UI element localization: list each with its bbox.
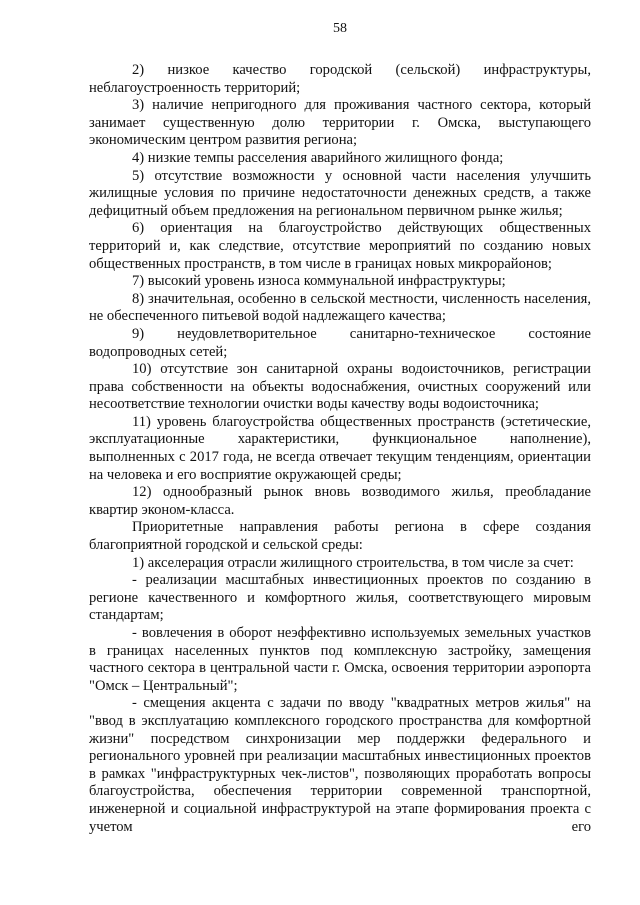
paragraph: 9) неудовлетворительное санитарно-техническое состояние водопроводных сетей; xyxy=(89,325,591,360)
paragraph: 1) акселерация отрасли жилищного строительства, в том числе за счет: xyxy=(132,554,574,571)
paragraph: 12) однообразный рынок вновь возводимого жилья, преобладание квартир эконом-класса. xyxy=(89,484,591,518)
document-page xyxy=(89,0,591,905)
paragraph: 11) уровень благоустройства общественных пространств (эстетические, эксплуатационные характеристики, функциональное наполнение), выполненных с 2017 года, не всегда отвечает текущим тенденциям, ориентации на человека и его восприятие окружающей среды; xyxy=(89,413,591,483)
paragraph: - реализации масштабных инвестиционных проектов по созданию в регионе качественного и комфортного жилья, соответствующего мировым стандартам; xyxy=(89,572,591,624)
paragraph: 8) значительная, особенно в сельской местности, численность населения, не обеспеченного питьевой водой надлежащего качества; xyxy=(89,290,591,325)
page-number: 58 xyxy=(333,21,347,36)
paragraph: 5) отсутствие возможности у основной части населения улучшить жилищные условия по причине недостаточности денежных средств, а также дефицитный объем предложения на региональном первичном рынке жилья; xyxy=(89,167,591,219)
paragraph: 6) ориентация на благоустройство действующих общественных территорий и, как следствие, отсутствие мероприятий по созданию новых общественных пространств, в том числе в границах новых микрорайонов; xyxy=(89,220,591,272)
paragraph: 2) низкое качество городской (сельской) инфраструктуры, неблагоустроенность территорий; xyxy=(89,62,591,96)
paragraph: - вовлечения в оборот неэффективно используемых земельных участков в границах населенных пунктов под комплексную застройку, замещения частного сектора в центральной части г. Омска, освоения территории аэропорта "Омск – Центральный"; xyxy=(89,625,591,694)
paragraph: 7) высокий уровень износа коммунальной инфраструктуры; xyxy=(132,273,506,290)
paragraph: 3) наличие непригодного для проживания частного сектора, который занимает существенную долю территории г. Омска, выступающего экономическим центром развития региона; xyxy=(89,97,591,149)
paragraph: - смещения акцента с задачи по вводу "квадратных метров жилья" на "ввод в эксплуатацию комплексного городского пространства для комфортной жизни" посредством синхронизации мер поддержки федерального и регионального уровней при реализации масштабных инвестиционных проектов в рамках "инфраструктурных чек-листов", позволяющих проработать вопросы благоустройства, обеспечения территории современной транспортной, инженерной и социальной инфраструктурой на этапе формирования проекта с учетом его xyxy=(89,695,591,835)
paragraph: 10) отсутствие зон санитарной охраны водоисточников, регистрации права собственности на объекты водоснабжения, очистных сооружений или несоответствие технологии очистки воды качеству воды водоисточника; xyxy=(89,361,591,413)
paragraph: 4) низкие темпы расселения аварийного жилищного фонда; xyxy=(132,149,504,166)
document-body xyxy=(89,62,591,836)
paragraph: Приоритетные направления работы региона в сфере создания благоприятной городской и сельской среды: xyxy=(89,519,591,554)
